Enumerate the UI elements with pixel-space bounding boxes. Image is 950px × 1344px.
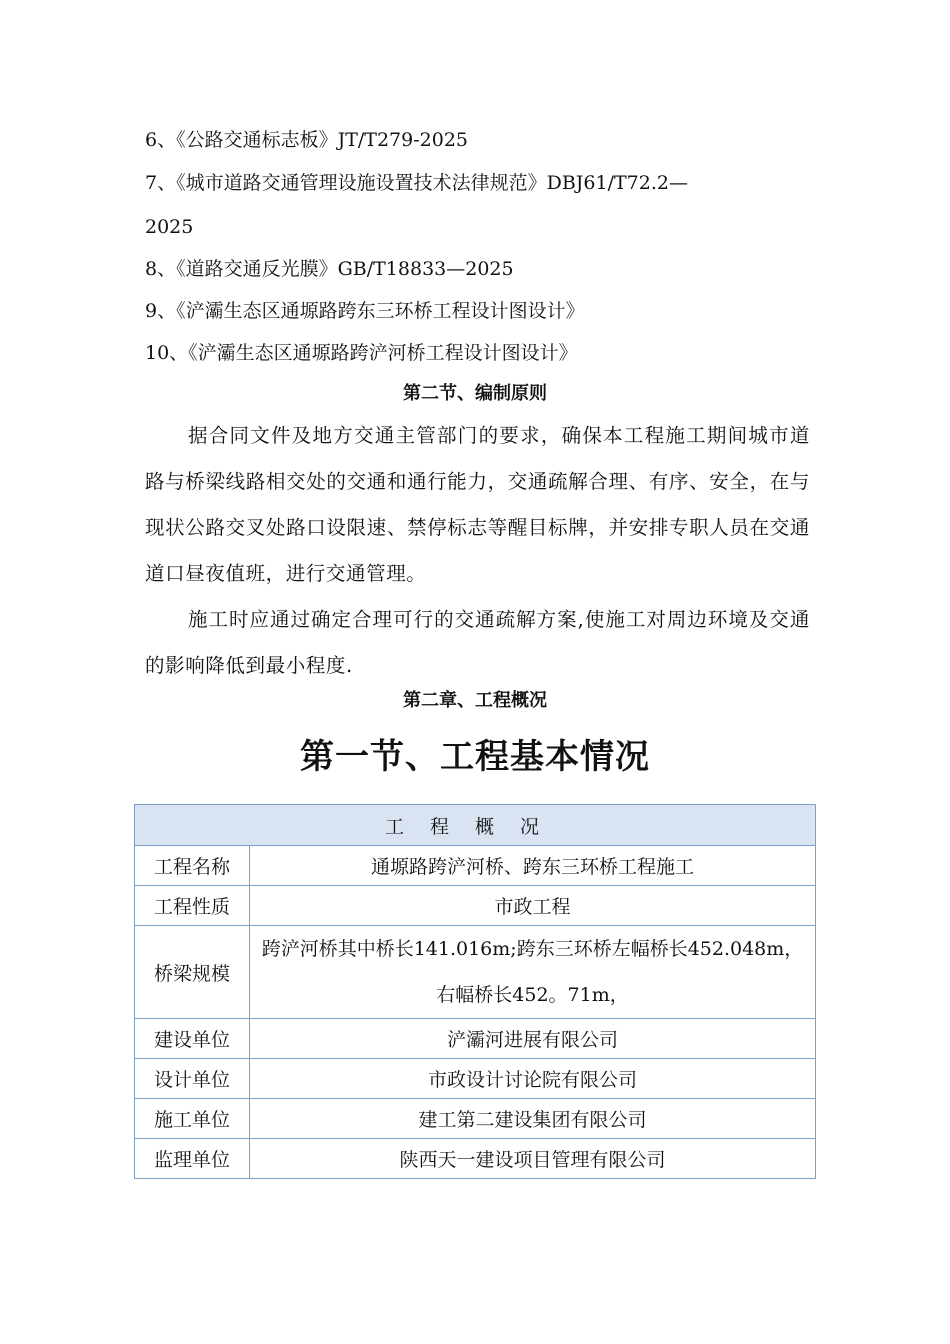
table-row <box>135 1019 816 1059</box>
table-row <box>135 1139 816 1179</box>
section-title-principles: 第二节、编制原则 <box>403 383 547 404</box>
row-label-project-name: 工程名称 <box>135 846 250 886</box>
row-value-owner: 浐灞河进展有限公司 <box>250 1019 816 1059</box>
section-title-basic-info: 第一节、工程基本情况 <box>300 737 650 777</box>
row-value-contractor: 建工第二建设集团有限公司 <box>250 1099 816 1139</box>
row-label-owner: 建设单位 <box>135 1019 250 1059</box>
row-value-supervisor: 陕西天一建设项目管理有限公司 <box>250 1139 816 1179</box>
table-row <box>135 1099 816 1139</box>
reference-item-8: 8、《道路交通反光膜》GB/T18833—2025 <box>145 258 514 280</box>
table-row <box>135 926 816 1019</box>
row-value-project-name: 通塬路跨浐河桥、跨东三环桥工程施工 <box>250 846 816 886</box>
row-label-bridge-scale: 桥梁规模 <box>135 926 250 1019</box>
row-value-bridge-scale: 跨浐河桥其中桥长141.016m;跨东三环桥左幅桥长452.048m，右幅桥长452。71m， <box>261 938 804 1006</box>
reference-item-10: 10、《浐灞生态区通塬路跨浐河桥工程设计图设计》 <box>145 342 578 364</box>
row-value-project-nature: 市政工程 <box>250 886 816 926</box>
reference-item-9: 9、《浐灞生态区通塬路跨东三环桥工程设计图设计》 <box>145 300 585 322</box>
project-overview-table <box>134 804 816 1179</box>
table-row <box>135 886 816 926</box>
table-header-row <box>135 805 816 846</box>
table-header: 工程概况 <box>135 805 816 846</box>
principles-paragraph-2: 施工时应通过确定合理可行的交通疏解方案,使施工对周边环境及交通的影响降低到最小程度. <box>145 608 810 677</box>
row-label-supervisor: 监理单位 <box>135 1139 250 1179</box>
row-label-designer: 设计单位 <box>135 1059 250 1099</box>
chapter-title-overview: 第二章、工程概况 <box>403 690 547 711</box>
row-value-bridge-scale-cell <box>250 926 816 1019</box>
table-row <box>135 1059 816 1099</box>
reference-item-7-continued: 2025 <box>145 216 194 238</box>
reference-item-7: 7、《城市道路交通管理设施设置技术法律规范》DBJ61/T72.2— <box>145 172 688 194</box>
row-label-contractor: 施工单位 <box>135 1099 250 1139</box>
row-label-project-nature: 工程性质 <box>135 886 250 926</box>
row-value-designer: 市政设计讨论院有限公司 <box>250 1059 816 1099</box>
table-row <box>135 846 816 886</box>
principles-paragraph-1: 据合同文件及地方交通主管部门的要求，确保本工程施工期间城市道路与桥梁线路相交处的交通和通行能力，交通疏解合理、有序、安全，在与现状公路交叉处路口设限速、禁停标志等醒目标牌，并安排专职人员在交通道口昼夜值班，进行交通管理。 <box>145 424 810 585</box>
reference-item-6: 6、《公路交通标志板》JT/T279-2025 <box>145 129 468 151</box>
